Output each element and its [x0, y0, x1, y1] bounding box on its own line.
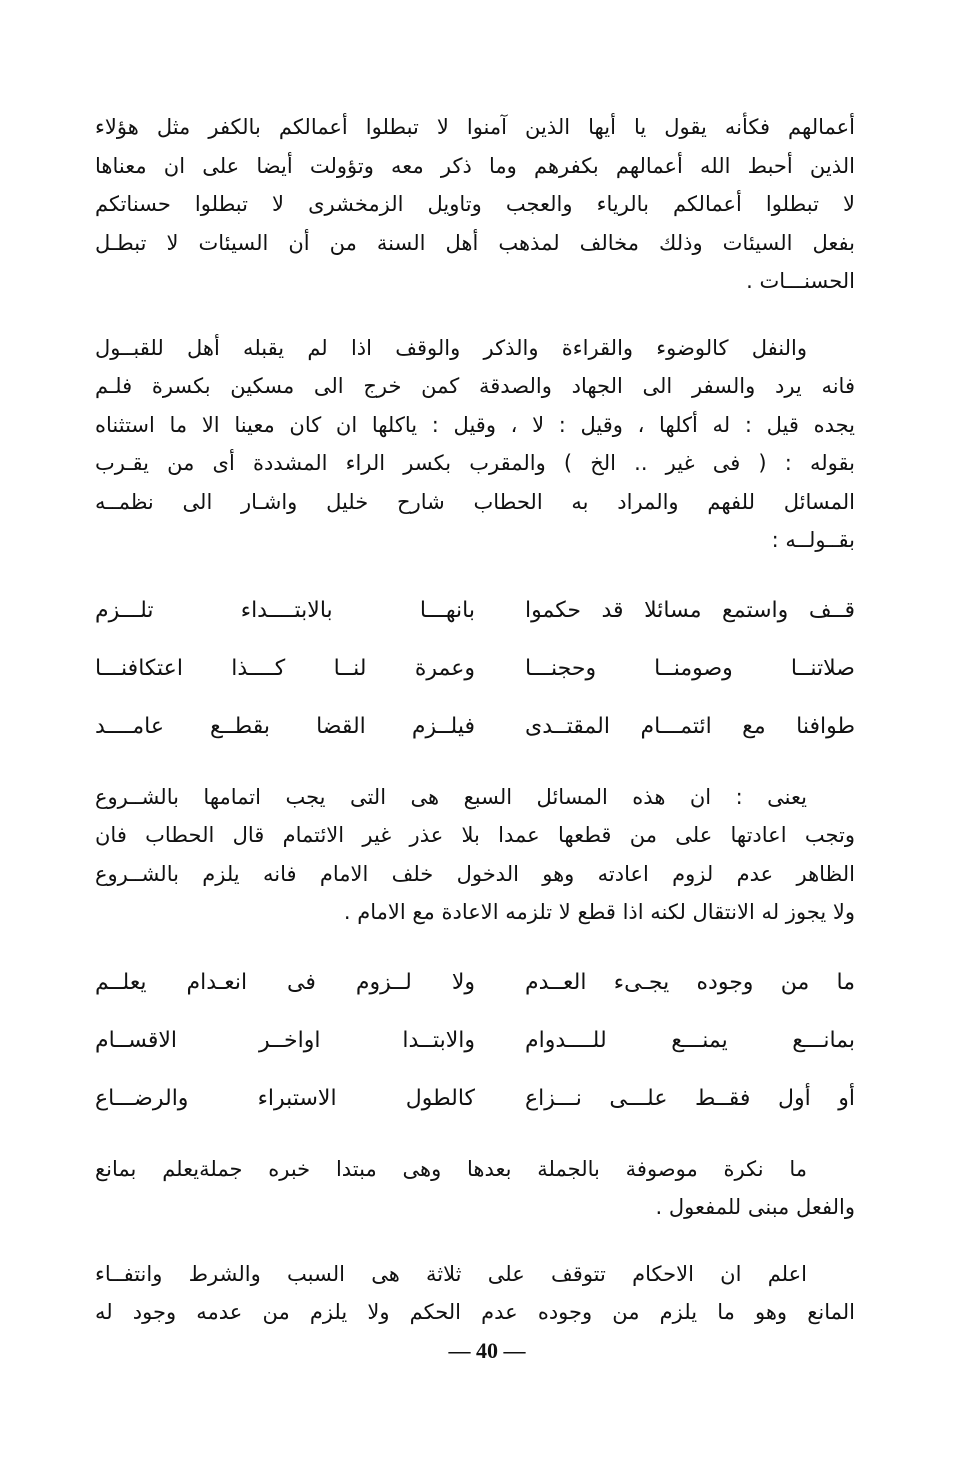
page-body [95, 108, 855, 1332]
paragraph-2 [95, 329, 855, 560]
text-line: فانه يرد والسفر الى الجهاد والصدقة كمن خرج الى مسكين بكسرة فلـم [95, 374, 855, 398]
paragraph-4 [95, 1150, 855, 1227]
verse-second-hemistich: ولا لــزوم فى انعـدام يعلــم [95, 969, 475, 995]
verse-first-hemistich: صلاتنــا وصومنــا وحجنـــا [525, 655, 855, 681]
text-line: بقوله : ( فى غير .. الخ ) والمقرب بكسر الراء المشددة أى من يقـرب [95, 451, 855, 475]
poem-verse [95, 582, 855, 640]
text-line: ما نكرة موصوفة بالجملة بعدها وهى مبتدا خبره جملةيعلم بمانع [95, 1156, 807, 1181]
text-line: الذين أحبط الله أعمالهم بكفرهم وما ذكر معه وتؤولت أيضا على ان معناها [95, 153, 855, 178]
text-line: الظاهر عدم لزوم اعادته وهو الدخول خلف الامام فانه يلزم بالشــروع [95, 861, 855, 886]
verse-first-hemistich: أو أول فقــط علـــى نـــزاع [525, 1085, 855, 1111]
poem-verse [95, 1070, 855, 1128]
verse-first-hemistich: قــف واستمع مسائلا قد حكموا [525, 597, 855, 623]
poem-verse [95, 640, 855, 698]
text-line: ولا يجوز له الانتقال لكنه اذا قطع لا تلزمه الاعادة مع الامام . [343, 900, 855, 924]
text-line: بقــولــه : [771, 528, 855, 552]
text-line: يجده قيل : له أكلها ، وقيل : لا ، وقيل : ياكلها ان كان معينا الا ما استثناه [95, 412, 855, 437]
paragraph-gap [95, 560, 855, 582]
text-line: أعمالهم فكأنه يقول يا أيها الذين آمنوا لا تبطلوا أعمالكم بالكفر مثل هؤلاء [95, 115, 855, 139]
paragraph-gap [95, 756, 855, 778]
verse-second-hemistich: كالطول الاستبراء والرضـــاع [95, 1085, 475, 1111]
paragraph-gap [95, 932, 855, 954]
paragraph-5 [95, 1255, 855, 1332]
text-line: بفعل السيئات وذلك مخالف لمذهب أهل السنة من أن السيئات لا تبطـل [95, 230, 855, 255]
text-line: لا تبطلوا أعمالكم بالرياء والعجب وتاويل الزمخشرى لا تبطلوا حسناتكم [95, 192, 855, 216]
text-line: الحسنـــات . [746, 269, 855, 293]
paragraph-gap [95, 301, 855, 329]
text-line: اعلم ان الاحكام تتوقف على ثلاثة هى السبب والشرط وانتفــاء [95, 1261, 807, 1286]
poem-verse [95, 954, 855, 1012]
poem-verse [95, 698, 855, 756]
text-line: يعنى : ان هذه المسائل السبع هى التى يجب اتمامها بالشــروع [95, 784, 807, 809]
verse-first-hemistich: ما من وجوده يجـىء العــدم [525, 969, 855, 995]
text-line: والفعل مبنى للمفعول . [655, 1195, 855, 1219]
paragraph-gap [95, 1128, 855, 1150]
page-number: — 40 — [448, 1338, 526, 1363]
verse-second-hemistich: بانهـــا بالابتــــداء تلـــزم [95, 597, 475, 623]
verse-second-hemistich: والابتــدا اواخــر الاقســام [95, 1027, 475, 1053]
text-line: المسائل للفهم والمراد به الحطاب شارح خليل واشـار الى نظمــه [95, 489, 855, 514]
verse-first-hemistich: طوافنا مع ائتمـــام المقتــدى [525, 713, 855, 739]
text-line: وتجب اعادتها على من قطعها عمدا بلا عذر غير الائتمام قال الحطاب فان [95, 823, 855, 847]
text-line: المانع وهو ما يلزم من وجوده عدم الحكم ولا يلزم من عدمه وجود له [95, 1300, 855, 1324]
poem-block-2 [95, 954, 855, 1128]
paragraph-1 [95, 108, 855, 301]
text-line: والنفل كالوضوء والقراءة والذكر والوقف اذا لم يقبله أهل للقبــول [95, 335, 807, 360]
paragraph-gap [95, 1227, 855, 1255]
poem-block-1 [95, 582, 855, 756]
verse-second-hemistich: فيلــزم القضا بقطــع عامــــد [95, 713, 475, 739]
poem-verse [95, 1012, 855, 1070]
paragraph-3 [95, 778, 855, 932]
verse-first-hemistich: بمانـــع يمنـــع للــــدوام [525, 1027, 855, 1053]
verse-second-hemistich: وعمرة لنــا كــــذا اعتكافنـــا [95, 655, 475, 681]
